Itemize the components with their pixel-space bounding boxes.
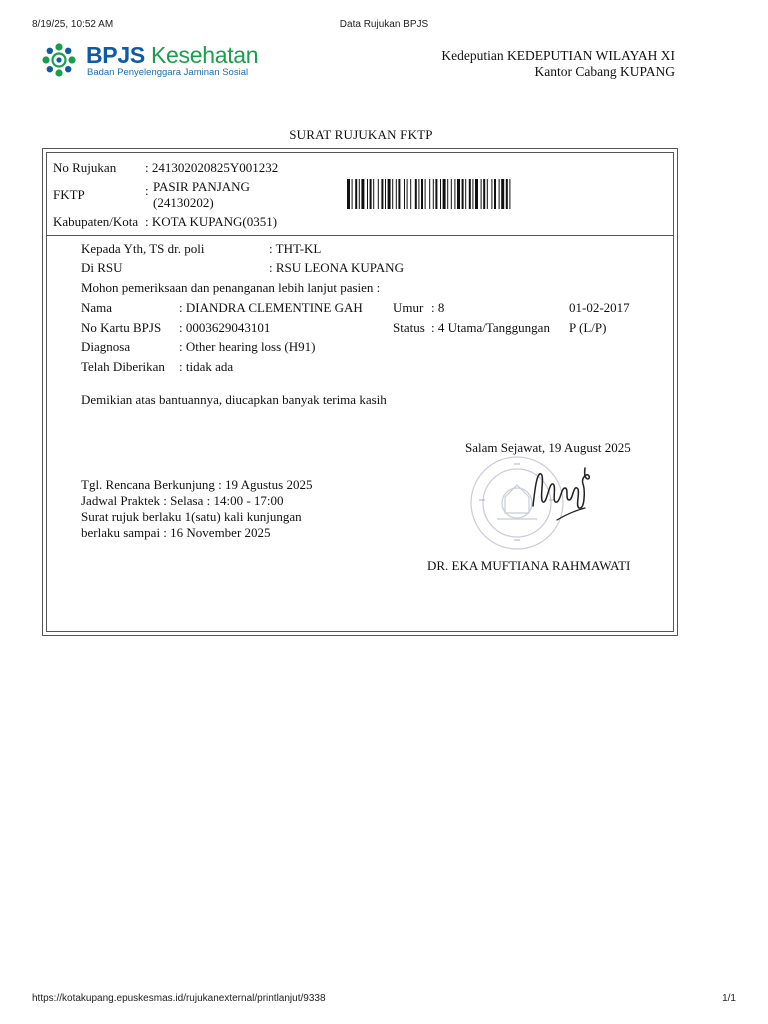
print-page-count: 1/1 [722,993,736,1004]
kartu-value: : 0003629043101 [179,320,271,335]
kabupaten-value: : KOTA KUPANG(0351) [145,214,278,229]
diagnosa-label: Diagnosa [81,339,131,354]
umur-value: : 8 [431,300,445,315]
doctor-signature [527,460,593,524]
practice-schedule: Jadwal Praktek : Selasa : 14:00 - 17:00 [81,493,284,508]
no-rujukan-label: No Rujukan [53,160,117,175]
logo-subtitle: Badan Penyelenggara Jaminan Sosial [87,67,249,78]
validity-visits: Surat rujuk berlaku 1(satu) kali kunjungan [81,509,302,524]
date-of-birth: 01-02-2017 [569,300,630,315]
request-intro: Mohon pemeriksaan dan penanganan lebih lanjut pasien : [81,280,381,295]
logo-brand [86,42,258,68]
print-page-title: Data Rujukan BPJS [339,19,429,30]
no-rujukan-value: : 241302020825Y001232 [145,160,279,175]
office-block [441,48,675,80]
office-deputy: Kedeputian KEDEPUTIAN WILAYAH XI [441,48,675,63]
referral-barcode [347,179,633,209]
fktp-label: FKTP [53,187,85,202]
office-branch: Kantor Cabang KUPANG [534,64,675,79]
referral-header [47,153,673,236]
logo-brand-kesehatan: Kesehatan [150,42,259,68]
referral-frame [42,148,678,636]
rsu-value: : RSU LEONA KUPANG [269,260,404,275]
fktp-name: PASIR PANJANG [153,179,250,194]
logo-brand-bpjs: BPJS [86,42,145,68]
bpjs-logo [42,43,262,83]
fktp-colon: : [145,183,149,198]
referral-frame-inner [46,152,674,632]
kabupaten-label: Kabupaten/Kota [53,214,139,229]
kepada-value: : THT-KL [269,241,322,256]
rsu-label: Di RSU [81,260,123,275]
validity-until: berlaku sampai : 16 November 2025 [81,525,271,540]
salutation-date: Salam Sejawat, 19 August 2025 [465,440,631,455]
diberikan-value: : tidak ada [179,359,234,374]
visit-plan-date: Tgl. Rencana Berkunjung : 19 Agustus 2025 [81,477,313,492]
doctor-name: DR. EKA MUFTIANA RAHMAWATI [427,558,631,573]
document-title: SURAT RUJUKAN FKTP [289,127,433,142]
status-value: : 4 Utama/Tanggungan [431,320,550,335]
status-label: Status [393,320,425,335]
nama-value: : DIANDRA CLEMENTINE GAH [179,300,363,315]
closing-text: Demikian atas bantuannya, diucapkan banyak terima kasih [81,392,387,407]
umur-label: Umur [393,300,424,315]
print-datetime: 8/19/25, 10:52 AM [32,19,114,30]
print-url: https://kotakupang.epuskesmas.id/rujukanexternal/printlanjut/9338 [32,993,326,1004]
nama-label: Nama [81,300,113,315]
gender: P (L/P) [569,320,607,335]
diberikan-label: Telah Diberikan [81,359,165,374]
kepada-label: Kepada Yth, TS dr. poli [81,241,205,256]
kartu-label: No Kartu BPJS [81,320,162,335]
fktp-code: (24130202) [153,195,214,210]
diagnosa-value: : Other hearing loss (H91) [179,339,316,354]
bpjs-logo-icon [42,43,76,77]
